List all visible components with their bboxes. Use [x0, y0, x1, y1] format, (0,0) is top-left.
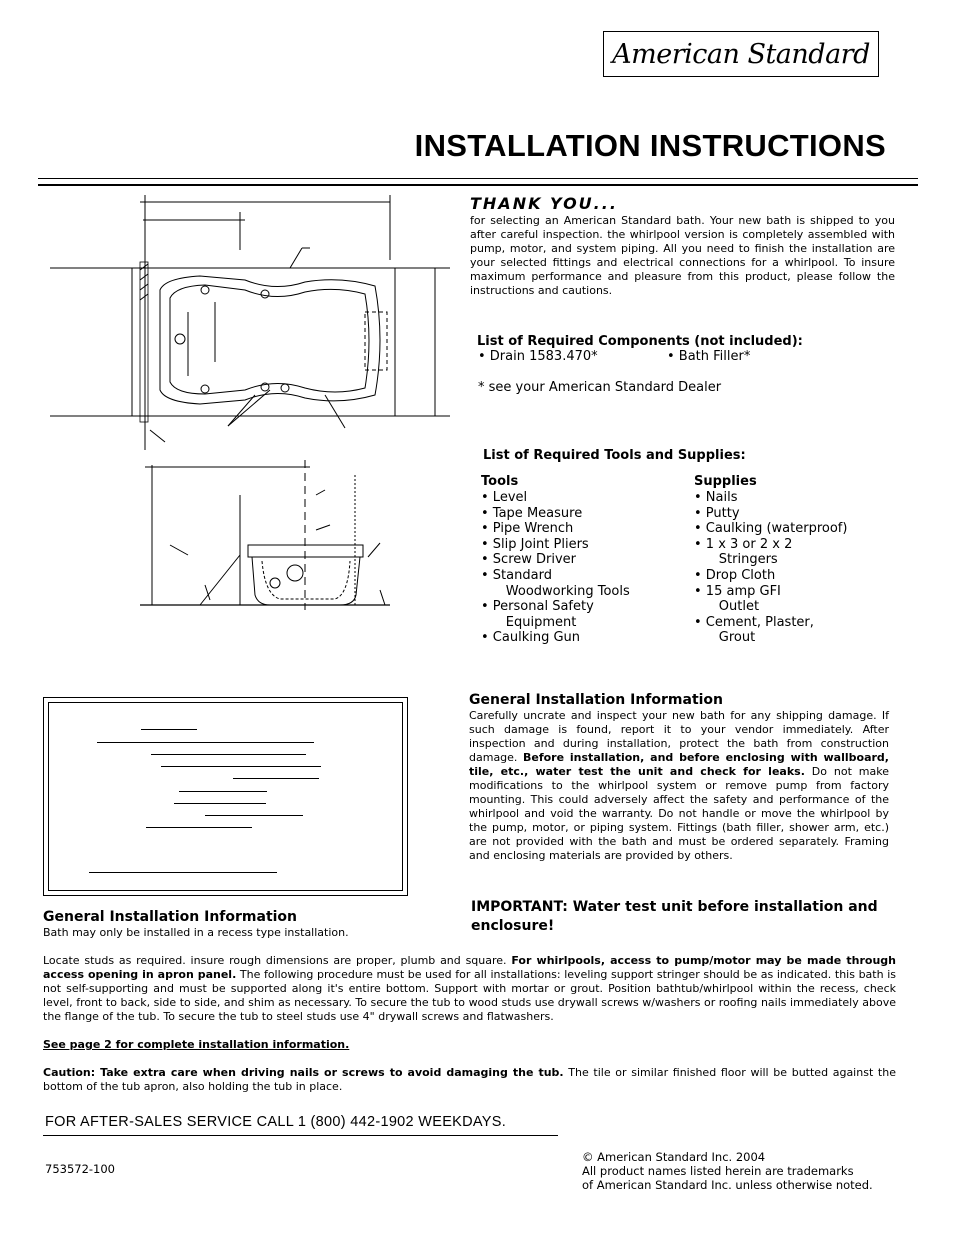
tools-heading: Tools [481, 474, 519, 489]
text-segment: Locate studs as required. insure rough dimensions are proper, plumb and square. [43, 954, 512, 967]
list-item: • Cement, Plaster, [694, 614, 814, 630]
copyright-line: of American Standard Inc. unless otherwise noted. [582, 1178, 873, 1192]
list-item: • 15 amp GFI [694, 583, 781, 599]
text-segment-bold: For whirlpools, access to pump/motor may be made through access opening in apron panel. [43, 954, 896, 981]
caution-bold: Caution: Take extra care when driving nails or screws to avoid damaging the tub. [43, 1066, 564, 1079]
important-notice [471, 898, 896, 936]
list-item: • Standard [481, 567, 552, 583]
general-info-heading-left: General Installation Information [43, 909, 298, 925]
blank-line [161, 766, 321, 767]
list-item: • Screw Driver [481, 552, 577, 568]
list-item: Woodworking Tools [481, 583, 630, 599]
part-number: 753572-100 [45, 1162, 115, 1176]
general-info-heading-right: General Installation Information [469, 692, 724, 708]
list-item: Outlet [694, 599, 760, 615]
blank-line [179, 791, 267, 792]
caution-text [43, 1066, 896, 1094]
list-item: • Slip Joint Pliers [481, 536, 589, 552]
list-item: • Caulking Gun [481, 630, 581, 646]
blank-line [97, 742, 314, 743]
locate-studs-text [43, 954, 896, 1024]
blank-line [174, 803, 266, 804]
component-drain: • Drain 1583.470* [478, 349, 598, 364]
copyright-notice [582, 1150, 873, 1192]
list-item: • Level [481, 490, 528, 505]
list-item: Grout [694, 630, 756, 646]
title-divider-top [38, 178, 918, 179]
tub-section-diagram [140, 455, 400, 625]
thank-you-text: for selecting an American Standard bath. Your new bath is shipped to you after careful inspection. the whirlpool version is completely assembled with pump, motor, and system piping. All you need to finish the installation are your selected fittings and electrical connections for a whirlpool. To insure maximum performance and pleasure from this product, please follow the instructions and cautions. [470, 214, 895, 297]
logo-text: American Standard [612, 38, 870, 70]
thank-you-heading: THANK YOU... [470, 194, 618, 213]
supplies-heading: Supplies [694, 474, 757, 489]
list-item: • Drop Cloth [694, 567, 776, 583]
general-info-text-right [469, 709, 889, 863]
important-label: IMPORTANT: [471, 899, 568, 915]
blank-line [205, 815, 303, 816]
after-sales-service: FOR AFTER-SALES SERVICE CALL 1 (800) 442-1902 WEEKDAYS. [45, 1114, 507, 1130]
fill-in-box-inner-border [48, 702, 403, 891]
list-item: • Personal Safety [481, 599, 594, 615]
specification-fill-in-box [43, 697, 408, 896]
service-divider [43, 1135, 558, 1136]
title-divider-bottom [38, 184, 918, 186]
list-item: • Caulking (waterproof) [694, 521, 848, 537]
text-segment: Carefully uncrate and inspect your new bath for any shipping damage. If such damage is found, report it to your vendor immediately. After inspection and during installation, protect the bath from construction damage. [469, 709, 889, 764]
component-bath-filler: • Bath Filler* [667, 349, 751, 364]
copyright-line: All product names listed herein are trademarks [582, 1164, 854, 1178]
see-page-2-note: See page 2 for complete installation information. [43, 1038, 350, 1051]
text-segment: Do not make modifications to the whirlpool system or remove pump from factory mounting. This could adversely affect the safety and performance of the whirlpool and void the warranty. Do not handle or move the whirlpool by the pump, motor, or piping system. Fittings (bath filler, shower arm, etc.) are not provided with the bath and must be ordered separately. Framing and enclosing materials are provided by others. [469, 765, 890, 862]
supplies-list [694, 490, 847, 646]
text-segment-bold: Before installation, and before enclosing with wallboard, tile, etc., water test the unit and check for leaks. [469, 751, 889, 778]
list-item: • Putty [694, 505, 740, 521]
list-item: Equipment [481, 614, 577, 630]
tools-list [481, 490, 630, 646]
brand-logo [603, 31, 879, 77]
copyright-line: © American Standard Inc. 2004 [582, 1150, 766, 1164]
blank-line [89, 872, 277, 873]
blank-line [146, 827, 252, 828]
components-heading: List of Required Components (not included): [477, 334, 803, 349]
list-item: • Nails [694, 490, 738, 505]
list-item: Stringers [694, 552, 778, 568]
components-note: * see your American Standard Dealer [478, 380, 722, 395]
list-item: • 1 x 3 or 2 x 2 [694, 536, 793, 552]
page-title: INSTALLATION INSTRUCTIONS [414, 128, 886, 163]
tools-supplies-heading: List of Required Tools and Supplies: [483, 448, 746, 463]
blank-line [141, 729, 197, 730]
text-segment: The following procedure must be used for all installations: leveling support stringer should be as indicated. this bath is not self-supporting and must be supported along it's entire bottom. Support with mortar or grout. Position bathtub/whirlpool within the recess, check level, front to back, side to side, and shim as necessary. To secure the tub to wood studs use drywall screws w/washers or roofing nails immediately above the flange of the tub. To secure the tub to steel studs use 4" drywall screws and flatwashers. [43, 968, 896, 1023]
important-text: Water test unit before installation and enclosure! [471, 899, 878, 934]
list-item: • Pipe Wrench [481, 521, 574, 537]
text-segment: The tile or similar finished floor will be butted against the bottom of the tub apron, also holding the tub in place. [43, 1066, 896, 1093]
blank-line [233, 778, 319, 779]
blank-line [151, 754, 306, 755]
tub-plan-view-diagram [40, 190, 460, 450]
general-info-text-left: Bath may only be installed in a recess type installation. [43, 926, 349, 939]
list-item: • Tape Measure [481, 505, 583, 521]
